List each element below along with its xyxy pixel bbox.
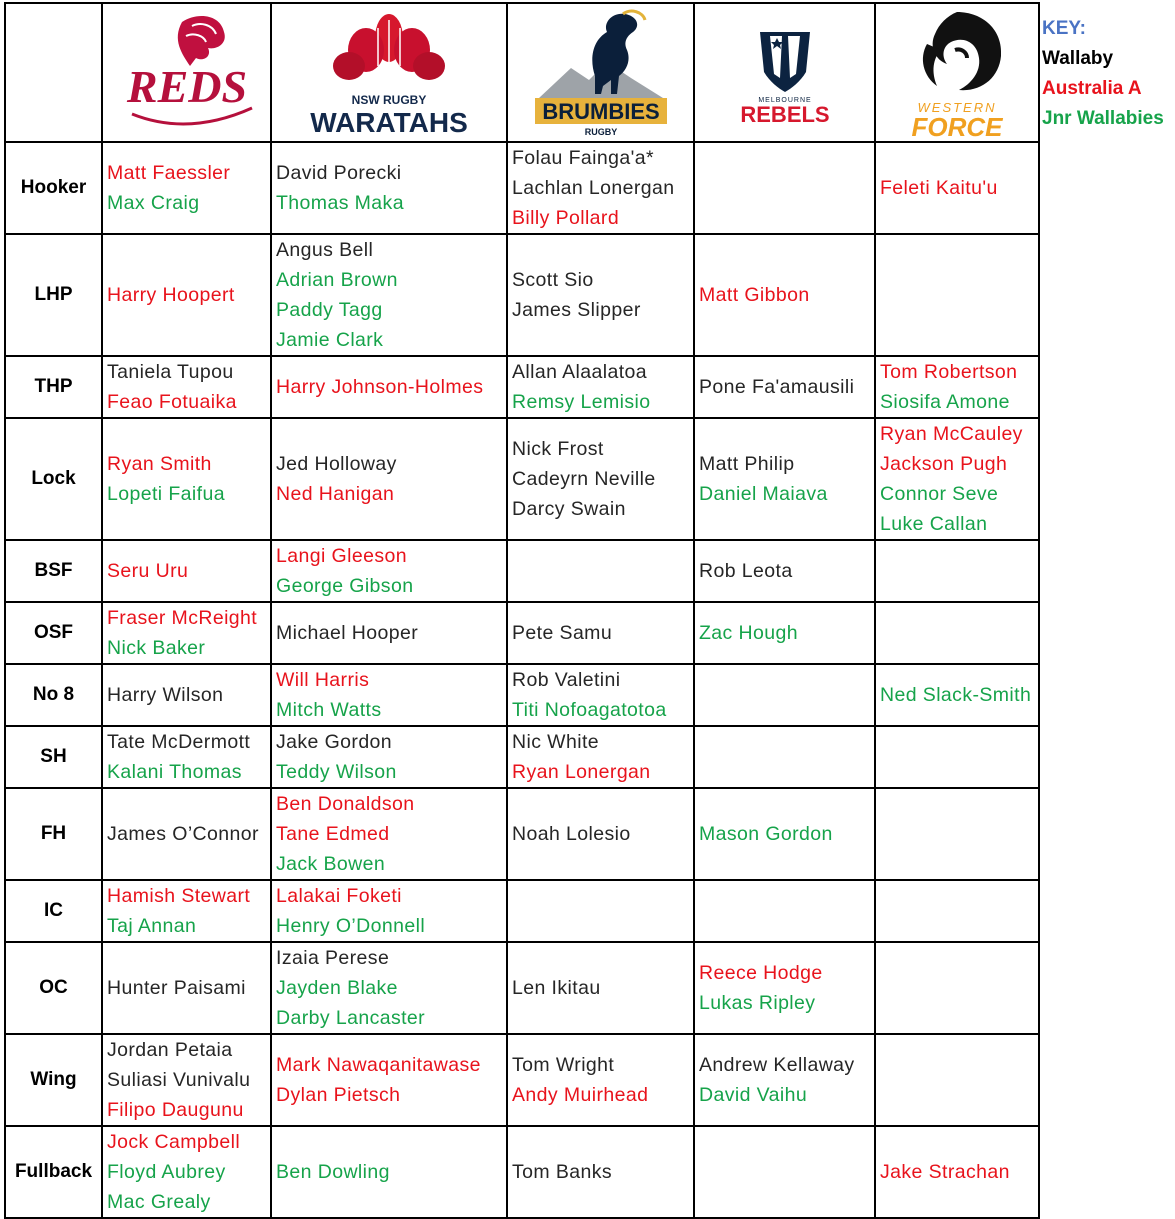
player-name: Andrew Kellaway <box>699 1054 855 1076</box>
key-wallaby: Wallaby <box>1042 48 1114 69</box>
player-name: Ben Dowling <box>276 1161 390 1183</box>
player-name: Lachlan Lonergan <box>512 177 675 199</box>
player-name: Nic White <box>512 731 600 753</box>
brumbies-subtitle: RUGBY <box>584 126 617 137</box>
team-cell <box>102 1126 271 1218</box>
team-cell <box>875 1126 1039 1218</box>
player-name: Tane Edmed <box>276 823 390 845</box>
header-row <box>5 3 1039 142</box>
reds-wordmark: REDS <box>126 61 247 112</box>
player-name: Max Craig <box>107 192 200 214</box>
team-cell <box>507 726 694 788</box>
team-cell <box>102 788 271 880</box>
player-name: Nick Baker <box>107 637 206 659</box>
team-cell <box>102 602 271 664</box>
player-name: Folau Fainga'a* <box>512 147 654 169</box>
team-cell <box>507 356 694 418</box>
player-name: Billy Pollard <box>512 207 620 229</box>
player-name: Luke Callan <box>880 513 988 535</box>
player-name: Ryan Lonergan <box>512 761 651 783</box>
player-name: Mac Grealy <box>107 1191 211 1213</box>
team-cell <box>271 234 507 356</box>
brumbies-wordmark: BRUMBIES <box>541 98 660 124</box>
player-name: Jed Holloway <box>276 453 397 475</box>
player-name: Taniela Tupou <box>107 361 234 383</box>
team-cell <box>875 602 1039 664</box>
player-name: Remsy Lemisio <box>512 391 651 413</box>
player-name: David Porecki <box>276 162 402 184</box>
team-cell <box>507 234 694 356</box>
position-row <box>5 788 1039 880</box>
player-name: Matt Faessler <box>107 162 231 184</box>
team-cell <box>271 942 507 1034</box>
player-name: Daniel Maiava <box>699 483 828 505</box>
team-cell <box>102 418 271 540</box>
position-label: Fullback <box>5 1126 102 1218</box>
player-name: Tate McDermott <box>107 731 251 753</box>
position-row <box>5 1126 1039 1218</box>
player-name: Darcy Swain <box>512 498 626 520</box>
position-row <box>5 880 1039 942</box>
team-cell <box>694 540 875 602</box>
player-name: Lalakai Foketi <box>276 885 402 907</box>
player-name: Jayden Blake <box>276 977 398 999</box>
player-name: Allan Alaalatoa <box>512 361 648 383</box>
player-name: Darby Lancaster <box>276 1007 426 1029</box>
team-cell <box>694 142 875 234</box>
team-cell <box>102 142 271 234</box>
player-name: Harry Johnson-Holmes <box>276 376 484 398</box>
player-name: Taj Annan <box>107 915 197 937</box>
team-cell <box>507 602 694 664</box>
team-cell <box>102 664 271 726</box>
team-cell <box>694 942 875 1034</box>
force-subtitle: WESTERN <box>917 99 997 115</box>
team-cell <box>875 880 1039 942</box>
position-rows <box>5 142 1039 1218</box>
reds-logo <box>112 10 262 135</box>
player-name: Mitch Watts <box>276 699 382 721</box>
player-name: Seru Uru <box>107 560 189 582</box>
player-name: James O’Connor <box>107 823 259 845</box>
position-row <box>5 540 1039 602</box>
player-name: Matt Gibbon <box>699 284 810 306</box>
player-name: James Slipper <box>512 299 641 321</box>
player-name: George Gibson <box>276 575 414 597</box>
player-name: Scott Sio <box>512 269 594 291</box>
player-name: Langi Gleeson <box>276 545 407 567</box>
player-name: Zac Hough <box>699 622 798 644</box>
team-cell <box>694 788 875 880</box>
team-cell <box>271 788 507 880</box>
player-name: Mason Gordon <box>699 823 833 845</box>
team-cell <box>271 664 507 726</box>
player-name: Jake Strachan <box>880 1161 1010 1183</box>
player-name: Cadeyrn Neville <box>512 468 656 490</box>
player-name: Thomas Maka <box>276 192 404 214</box>
position-row <box>5 356 1039 418</box>
position-label: Hooker <box>5 142 102 234</box>
player-name: Jordan Petaia <box>107 1039 233 1061</box>
position-row <box>5 234 1039 356</box>
team-cell <box>694 602 875 664</box>
waratahs-subtitle: NSW RUGBY <box>351 92 427 107</box>
player-name: Tom Robertson <box>880 361 1018 383</box>
position-row <box>5 1034 1039 1126</box>
force-wordmark: FORCE <box>911 111 1003 140</box>
player-name: Hunter Paisami <box>107 977 246 999</box>
team-cell <box>694 664 875 726</box>
team-cell <box>507 1034 694 1126</box>
player-name: Ryan McCauley <box>880 423 1023 445</box>
position-row <box>5 602 1039 664</box>
position-row <box>5 726 1039 788</box>
player-name: Floyd Aubrey <box>107 1161 226 1183</box>
player-name: Jack Bowen <box>276 853 386 875</box>
team-cell <box>694 880 875 942</box>
player-name: Tom Banks <box>512 1161 613 1183</box>
player-name: David Vaihu <box>699 1084 808 1106</box>
team-cell <box>507 788 694 880</box>
force-logo-cell <box>875 3 1039 142</box>
team-cell <box>102 540 271 602</box>
player-name: Noah Lolesio <box>512 823 631 845</box>
rebels-subtitle: MELBOURNE <box>757 96 812 104</box>
team-cell <box>102 234 271 356</box>
position-label: BSF <box>5 540 102 602</box>
waratahs-wordmark: WARATAHS <box>310 106 468 138</box>
player-name: Hamish Stewart <box>107 885 251 907</box>
team-cell <box>875 142 1039 234</box>
force-logo <box>897 6 1017 140</box>
team-cell <box>875 418 1039 540</box>
team-cell <box>875 1034 1039 1126</box>
player-name: Pone Fa'amausili <box>699 376 855 398</box>
team-cell <box>102 880 271 942</box>
team-cell <box>694 1034 875 1126</box>
player-name: Fraser McReight <box>107 607 258 629</box>
team-cell <box>875 234 1039 356</box>
team-cell <box>875 788 1039 880</box>
player-name: Izaia Perese <box>276 947 390 969</box>
rebels-logo <box>730 18 840 128</box>
waratahs-logo <box>294 8 484 138</box>
position-row <box>5 142 1039 234</box>
team-cell <box>507 1126 694 1218</box>
player-name: Rob Valetini <box>512 669 621 691</box>
player-name: Teddy Wilson <box>276 761 397 783</box>
player-name: Siosifa Amone <box>880 391 1010 413</box>
player-name: Harry Wilson <box>107 684 224 706</box>
player-name: Mark Nawaqanitawase <box>276 1054 481 1076</box>
player-name: Pete Samu <box>512 622 613 644</box>
team-cell <box>694 234 875 356</box>
position-label: LHP <box>5 234 102 356</box>
player-name: Ned Hanigan <box>276 483 395 505</box>
brumbies-logo <box>531 6 671 140</box>
position-row <box>5 942 1039 1034</box>
player-name: Feao Fotuaika <box>107 391 237 413</box>
team-cell <box>271 602 507 664</box>
team-cell <box>271 418 507 540</box>
rebels-wordmark: REBELS <box>739 101 830 127</box>
position-label: No 8 <box>5 664 102 726</box>
player-name: Angus Bell <box>276 239 374 261</box>
team-cell <box>875 942 1039 1034</box>
team-cell <box>507 540 694 602</box>
position-label: Lock <box>5 418 102 540</box>
team-cell <box>694 1126 875 1218</box>
player-name: Michael Hooper <box>276 622 419 644</box>
position-row <box>5 418 1039 540</box>
squad-table <box>4 2 1040 1219</box>
position-row <box>5 664 1039 726</box>
team-cell <box>271 142 507 234</box>
player-name: Jake Gordon <box>276 731 393 753</box>
position-label: IC <box>5 880 102 942</box>
team-cell <box>507 418 694 540</box>
player-name: Adrian Brown <box>276 269 398 291</box>
team-cell <box>507 664 694 726</box>
brumbies-logo-cell <box>507 3 694 142</box>
player-name: Will Harris <box>276 669 370 691</box>
team-cell <box>102 942 271 1034</box>
position-label: FH <box>5 788 102 880</box>
waratahs-logo-cell <box>271 3 507 142</box>
player-name: Jamie Clark <box>276 329 384 351</box>
player-name: Ben Donaldson <box>276 793 415 815</box>
player-name: Connor Seve <box>880 483 999 505</box>
team-cell <box>271 1034 507 1126</box>
team-cell <box>271 726 507 788</box>
team-cell <box>507 880 694 942</box>
rebels-logo-cell <box>694 3 875 142</box>
team-cell <box>694 418 875 540</box>
key-jnr-wallabies: Jnr Wallabies <box>1042 108 1164 129</box>
team-cell <box>875 726 1039 788</box>
player-name: Harry Hoopert <box>107 284 235 306</box>
player-name: Ned Slack-Smith <box>880 684 1032 706</box>
key-title: KEY: <box>1042 18 1086 39</box>
team-cell <box>102 726 271 788</box>
player-name: Lukas Ripley <box>699 992 816 1014</box>
position-label: THP <box>5 356 102 418</box>
team-cell <box>271 540 507 602</box>
player-name: Titi Nofoagatotoa <box>512 699 667 721</box>
player-name: Dylan Pietsch <box>276 1084 401 1106</box>
player-name: Reece Hodge <box>699 962 823 984</box>
team-cell <box>875 664 1039 726</box>
position-label: Wing <box>5 1034 102 1126</box>
key-australia-a: Australia A <box>1042 78 1142 99</box>
team-cell <box>694 726 875 788</box>
corner-cell <box>5 3 102 142</box>
player-name: Kalani Thomas <box>107 761 242 783</box>
team-cell <box>102 1034 271 1126</box>
player-name: Matt Philip <box>699 453 795 475</box>
team-cell <box>507 142 694 234</box>
player-name: Andy Muirhead <box>512 1084 649 1106</box>
player-name: Rob Leota <box>699 560 793 582</box>
player-name: Feleti Kaitu'u <box>880 177 998 199</box>
colour-key <box>1042 14 1164 134</box>
position-label: OC <box>5 942 102 1034</box>
player-name: Jackson Pugh <box>880 453 1008 475</box>
player-name: Jock Campbell <box>107 1131 241 1153</box>
team-cell <box>507 942 694 1034</box>
player-name: Henry O’Donnell <box>276 915 426 937</box>
reds-logo-cell <box>102 3 271 142</box>
team-cell <box>875 540 1039 602</box>
player-name: Filipo Daugunu <box>107 1099 244 1121</box>
player-name: Len Ikitau <box>512 977 601 999</box>
team-cell <box>271 880 507 942</box>
team-cell <box>875 356 1039 418</box>
position-label: OSF <box>5 602 102 664</box>
position-label: SH <box>5 726 102 788</box>
player-name: Lopeti Faifua <box>107 483 225 505</box>
team-cell <box>271 356 507 418</box>
player-name: Ryan Smith <box>107 453 212 475</box>
player-name: Paddy Tagg <box>276 299 383 321</box>
player-name: Nick Frost <box>512 438 604 460</box>
player-name: Suliasi Vunivalu <box>107 1069 251 1091</box>
team-cell <box>271 1126 507 1218</box>
team-cell <box>102 356 271 418</box>
team-cell <box>694 356 875 418</box>
player-name: Tom Wright <box>512 1054 615 1076</box>
